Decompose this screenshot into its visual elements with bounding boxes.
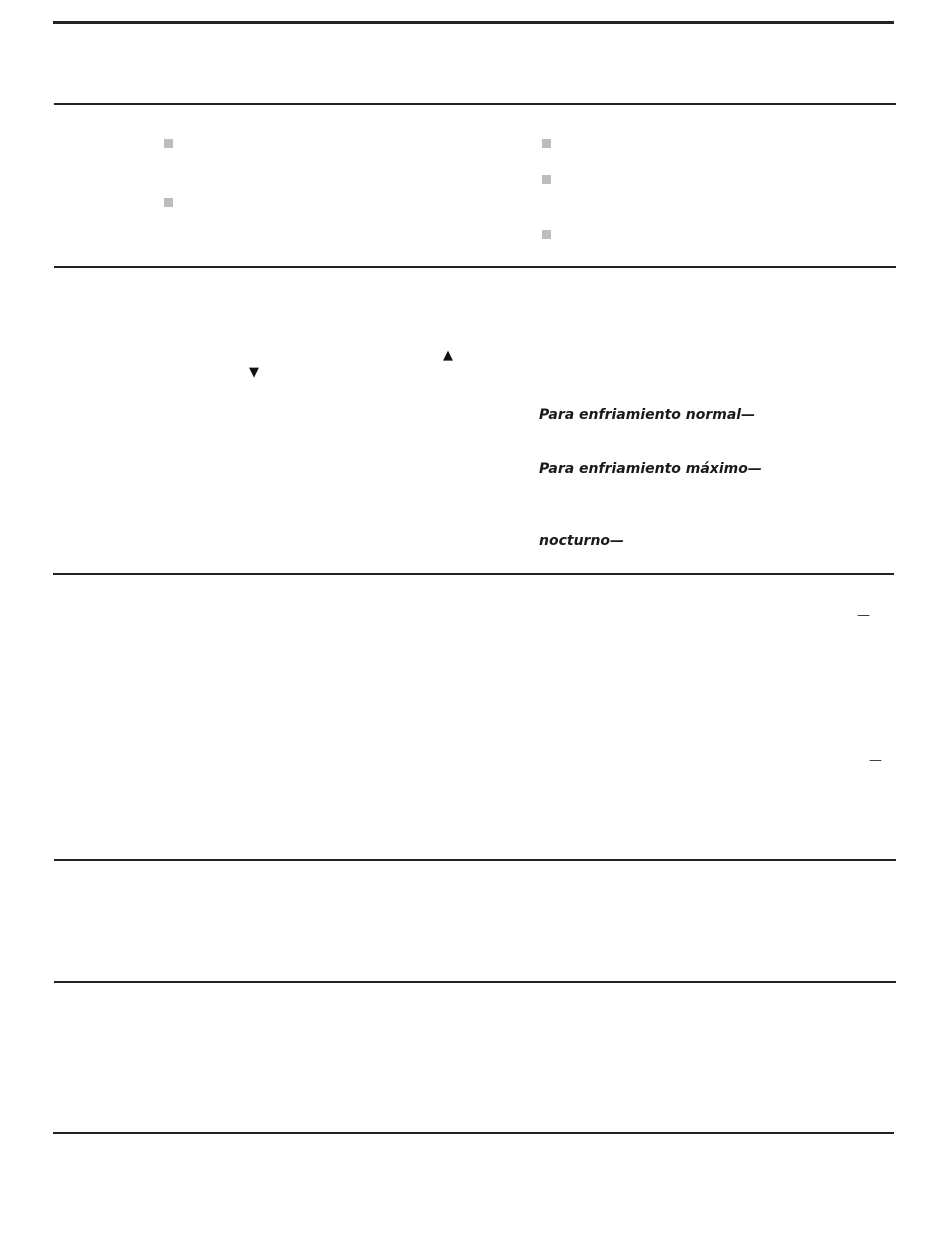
bottom-rule <box>53 1132 894 1134</box>
bullet-left-1 <box>164 139 173 148</box>
bullet-right-3 <box>542 230 551 239</box>
section-rule-5 <box>54 981 896 983</box>
dash-mark-2: — <box>869 753 882 768</box>
section-rule-1 <box>54 103 896 105</box>
section-rule-3 <box>53 573 894 575</box>
top-rule <box>53 21 894 24</box>
section-rule-4 <box>54 859 896 861</box>
night-cooling-label: nocturno— <box>539 533 625 549</box>
up-arrow-icon: ▲ <box>443 348 453 363</box>
dash-mark-1: — <box>857 608 870 623</box>
section-rule-2 <box>54 266 896 268</box>
bullet-right-2 <box>542 175 551 184</box>
bullet-right-1 <box>542 139 551 148</box>
down-arrow-icon: ▼ <box>249 365 259 380</box>
normal-cooling-label: Para enfriamiento normal— <box>539 407 756 423</box>
max-cooling-label: Para enfriamiento máximo— <box>539 461 762 477</box>
bullet-left-2 <box>164 198 173 207</box>
